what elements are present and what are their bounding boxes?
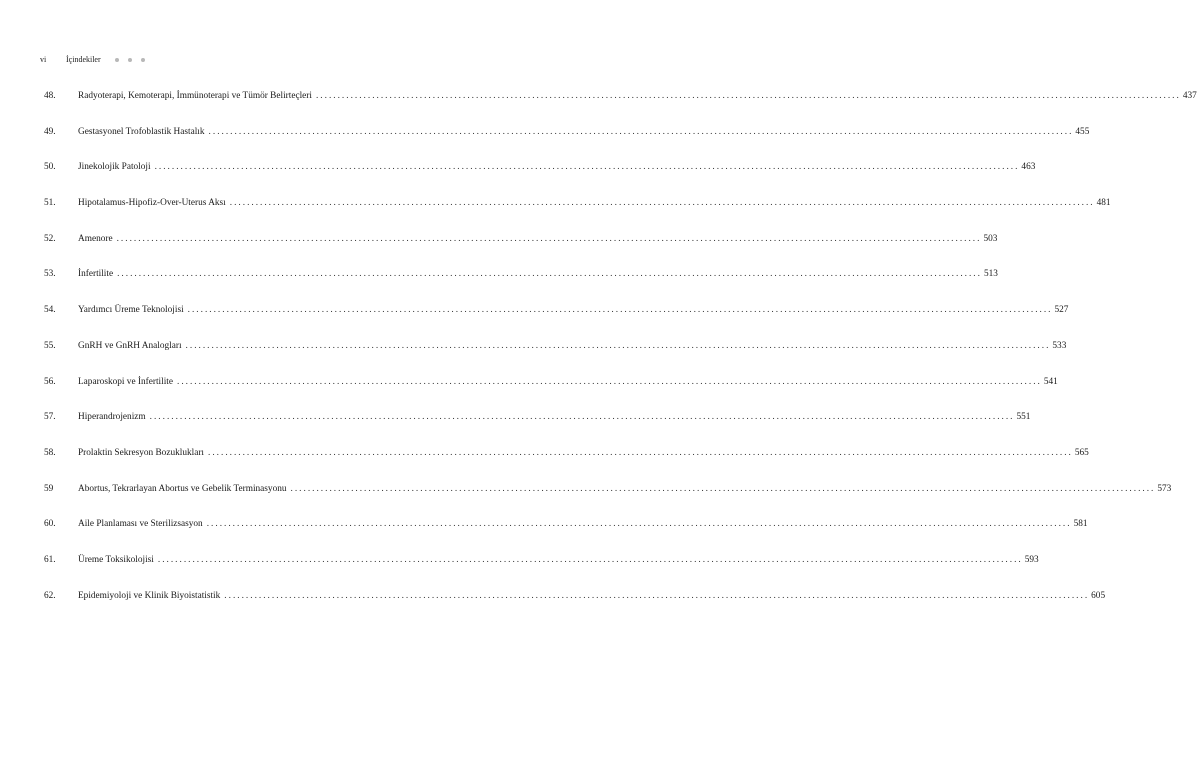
toc-entry[interactable] — [44, 198, 1111, 234]
toc-entry-page: 593 — [1024, 554, 1039, 565]
toc-entry-title: Hiperandrojenizm — [78, 412, 146, 423]
toc-entry-title: Jinekolojik Patoloji — [78, 162, 151, 173]
dot-icon — [115, 58, 119, 62]
page-header — [40, 55, 145, 64]
toc-entry-title: Abortus, Tekrarlayan Abortus ve Gebelik Terminasyonu — [78, 483, 287, 494]
dot-leader: ........................................................................................................................................................................................................ — [229, 198, 1095, 209]
toc-entry[interactable] — [44, 590, 1106, 627]
toc-entry-page: 605 — [1091, 590, 1106, 601]
toc-entry-title: Epidemiyoloji ve Klinik Biyoistatistik — [78, 590, 221, 601]
toc-entry[interactable] — [44, 412, 1031, 448]
toc-entry-page: 551 — [1016, 412, 1031, 423]
toc-entry-page: 581 — [1073, 519, 1088, 530]
dot-leader: ........................................................................................................................................................................................................ — [208, 447, 1073, 458]
toc-entry-page: 481 — [1096, 198, 1111, 209]
toc-entry[interactable] — [44, 447, 1089, 484]
dot-leader: ........................................................................................................................................................................................................ — [208, 126, 1074, 137]
toc-entry-number: 49. — [44, 126, 56, 137]
toc-entry-page: 573 — [1157, 483, 1172, 494]
dot-leader: ........................................................................................................................................................................................................ — [315, 91, 1181, 101]
toc-entry[interactable] — [44, 340, 1067, 377]
toc-entry[interactable] — [44, 269, 998, 305]
toc-entry-page: 437 — [1182, 91, 1197, 101]
dot-leader: ........................................................................................................................................................................................................ — [177, 376, 1042, 387]
toc-entry-page: 503 — [983, 233, 998, 244]
toc-entry-page: 565 — [1074, 447, 1089, 458]
toc-entry[interactable] — [44, 91, 1197, 127]
dot-leader: ........................................................................................................................................................................................................ — [187, 305, 1053, 316]
dot-leader: ........................................................................................................................................................................................................ — [224, 590, 1090, 601]
dot-icon — [141, 58, 145, 62]
toc-entry-title: İnfertilite — [78, 269, 114, 280]
toc-entry-title: Amenore — [78, 233, 113, 244]
toc-entry-title: Laparoskopi ve İnfertilite — [78, 376, 173, 387]
toc-entry-number: 60. — [44, 519, 56, 530]
toc-entry-number: 59 — [44, 483, 54, 494]
toc-entry[interactable] — [44, 233, 998, 270]
dot-leader: ........................................................................................................................................................................................................ — [157, 554, 1023, 565]
toc-entry[interactable] — [44, 376, 1058, 413]
dot-icon — [128, 58, 132, 62]
toc-entry-page: 541 — [1043, 376, 1058, 387]
toc-entry-number: 54. — [44, 305, 56, 316]
toc-entry-page: 455 — [1075, 126, 1090, 137]
toc-entry-page: 533 — [1052, 340, 1067, 351]
page-number: vi — [40, 55, 47, 64]
toc-entry[interactable] — [44, 483, 1172, 520]
dot-leader: ........................................................................................................................................................................................................ — [117, 269, 982, 280]
toc-entry-number: 61. — [44, 554, 56, 565]
toc-entry-number: 56. — [44, 376, 56, 387]
toc-entry[interactable] — [44, 554, 1039, 591]
dot-leader: ........................................................................................................................................................................................................ — [149, 412, 1015, 423]
toc-entry[interactable] — [44, 519, 1088, 555]
section-title: İçindekiler — [66, 55, 101, 64]
dot-leader: ........................................................................................................................................................................................................ — [116, 233, 982, 244]
toc-entry-number: 57. — [44, 412, 56, 423]
toc-entry-page: 513 — [983, 269, 998, 280]
toc-entry-number: 51. — [44, 198, 56, 209]
toc-entry[interactable] — [44, 162, 1036, 198]
toc-entry-number: 50. — [44, 162, 56, 173]
toc-entry-title: Hipotalamus-Hipofiz-Over-Uterus Aksı — [78, 198, 226, 209]
toc-entry-number: 58. — [44, 447, 56, 458]
toc-entry[interactable] — [44, 305, 1069, 341]
toc-entry-number: 48. — [44, 91, 56, 101]
decorative-dots — [115, 58, 145, 62]
toc-entry-title: Aile Planlaması ve Sterilizsasyon — [78, 519, 203, 530]
toc-entry[interactable] — [44, 126, 1090, 163]
toc-entry-title: GnRH ve GnRH Analogları — [78, 340, 182, 351]
toc-entry-number: 53. — [44, 269, 56, 280]
table-of-contents — [44, 91, 1197, 626]
dot-leader: ........................................................................................................................................................................................................ — [290, 483, 1156, 494]
dot-leader: ........................................................................................................................................................................................................ — [206, 519, 1072, 530]
toc-entry-title: Prolaktin Sekresyon Bozuklukları — [78, 447, 205, 458]
toc-entry-title: Gestasyonel Trofoblastik Hastalık — [78, 126, 205, 137]
toc-entry-number: 62. — [44, 590, 56, 601]
toc-entry-title: Üreme Toksikolojisi — [78, 554, 154, 565]
toc-entry-page: 527 — [1054, 305, 1069, 316]
toc-entry-title: Radyoterapi, Kemoterapi, İmmünoterapi ve Tümör Belirteçleri — [78, 91, 312, 101]
dot-leader: ........................................................................................................................................................................................................ — [185, 340, 1051, 351]
toc-entry-title: Yardımcı Üreme Teknolojisi — [78, 305, 184, 316]
toc-entry-page: 463 — [1021, 162, 1036, 173]
toc-entry-number: 55. — [44, 340, 56, 351]
toc-entry-number: 52. — [44, 233, 56, 244]
dot-leader: ........................................................................................................................................................................................................ — [154, 162, 1020, 173]
